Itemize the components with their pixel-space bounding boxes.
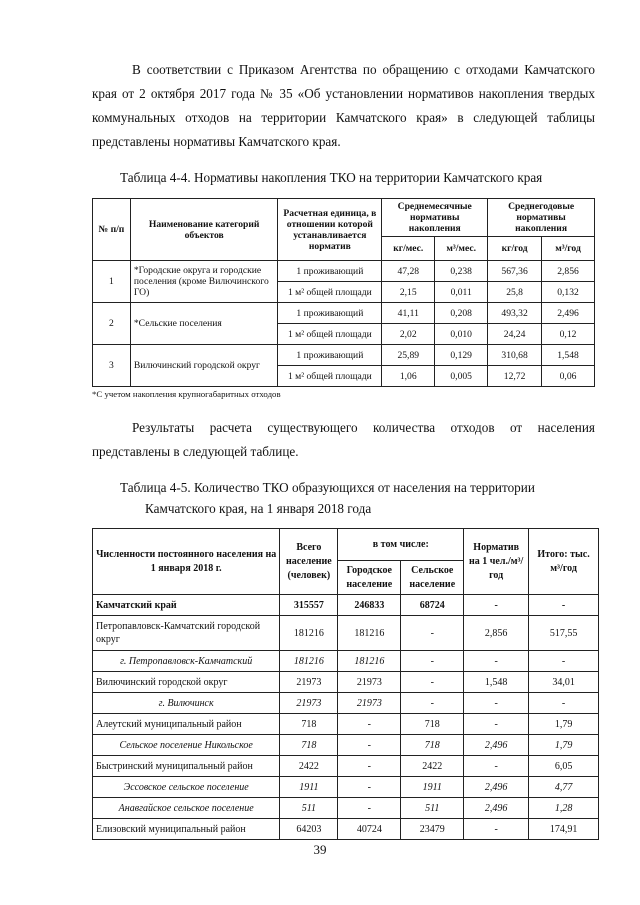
result-cell: 174,91 [529, 819, 599, 840]
kg-year-cell: 567,36 [488, 261, 542, 282]
kg-month-cell: 1,06 [382, 366, 435, 387]
table-4-5-body [93, 595, 599, 840]
table-row [93, 261, 595, 282]
kg-month-cell: 2,15 [382, 282, 435, 303]
urban-population-cell: - [338, 777, 401, 798]
area-name: Эссовское сельское поселение [93, 777, 280, 798]
result-cell: 1,28 [529, 798, 599, 819]
intro-paragraph: В соответствии с Приказом Агентства по обращению с отходами Камчатского края от 2 октября 2017 года № 35 «Об установлении нормативов накопления твердых коммунальных отходов на территории Камчатского края» в следующей таблицы представлены нормативы Камчатского края. [92, 62, 595, 149]
urban-population-cell: - [338, 798, 401, 819]
table-row [93, 303, 595, 324]
total-population-cell: 511 [280, 798, 338, 819]
urban-population-cell: 21973 [338, 693, 401, 714]
table-4-4-footnote: *С учетом накопления крупногабаритных отходов [92, 389, 281, 399]
header-urban: Городское население [338, 561, 401, 595]
rural-population-cell: 1911 [401, 777, 464, 798]
header-monthly: Среднемесячные нормативы накопления [382, 199, 488, 237]
header-kg-month: кг/мес. [382, 237, 435, 261]
rural-population-cell: 23479 [401, 819, 464, 840]
header-m3-year: м³/год [542, 237, 595, 261]
header-m3-month: м³/мес. [435, 237, 488, 261]
kg-year-cell: 12,72 [488, 366, 542, 387]
area-name: г. Петропавловск-Камчатский [93, 651, 280, 672]
row-number: 3 [93, 345, 131, 387]
total-population-cell: 21973 [280, 672, 338, 693]
table-row [93, 672, 599, 693]
area-name: Петропавловск-Камчатский городской округ [93, 616, 280, 651]
total-population-cell: 181216 [280, 616, 338, 651]
urban-population-cell: 21973 [338, 672, 401, 693]
norm-cell: 2,496 [464, 777, 529, 798]
table-4-5-caption-line2: Камчатского края, на 1 января 2018 года [145, 501, 372, 516]
area-name: Анавгайское сельское поселение [93, 798, 280, 819]
total-population-cell: 21973 [280, 693, 338, 714]
kg-month-cell: 41,11 [382, 303, 435, 324]
row-number: 1 [93, 261, 131, 303]
kg-year-cell: 310,68 [488, 345, 542, 366]
norm-cell: - [464, 756, 529, 777]
m3-month-cell: 0,010 [435, 324, 488, 345]
kg-year-cell: 493,32 [488, 303, 542, 324]
page-number: 39 [313, 842, 327, 857]
category-name: *Городские округа и городские поселения (кроме Вилючинского ГО) [130, 261, 278, 303]
urban-population-cell: 246833 [338, 595, 401, 616]
header-unit: Расчетная единица, в отношении которой устанавливается норматив [278, 199, 382, 261]
rural-population-cell: - [401, 651, 464, 672]
m3-month-cell: 0,005 [435, 366, 488, 387]
m3-month-cell: 0,238 [435, 261, 488, 282]
result-cell: - [529, 693, 599, 714]
area-name: Сельское поселение Никольское [93, 735, 280, 756]
unit-cell: 1 м² общей площади [278, 282, 382, 303]
rural-population-cell: - [401, 616, 464, 651]
rural-population-cell: 2422 [401, 756, 464, 777]
table-row [93, 651, 599, 672]
rural-population-cell: - [401, 693, 464, 714]
table-row [93, 714, 599, 735]
result-cell: 34,01 [529, 672, 599, 693]
kg-year-cell: 24,24 [488, 324, 542, 345]
total-population-cell: 1911 [280, 777, 338, 798]
rural-population-cell: 511 [401, 798, 464, 819]
table-row [93, 777, 599, 798]
table-4-4 [92, 198, 595, 387]
unit-cell: 1 м² общей площади [278, 366, 382, 387]
header-category: Наименование категорий объектов [130, 199, 278, 261]
rural-population-cell: 718 [401, 735, 464, 756]
table-row [93, 819, 599, 840]
header-yearly: Среднегодовые нормативы накопления [488, 199, 595, 237]
table-row [93, 693, 599, 714]
total-population-cell: 718 [280, 735, 338, 756]
result-cell: - [529, 651, 599, 672]
table-row [93, 616, 599, 651]
kg-month-cell: 47,28 [382, 261, 435, 282]
area-name: Алеутский муниципальный район [93, 714, 280, 735]
unit-cell: 1 проживающий [278, 261, 382, 282]
table-4-4-body [93, 261, 595, 387]
rural-population-cell: - [401, 672, 464, 693]
header-kg-year: кг/год [488, 237, 542, 261]
result-cell: 6,05 [529, 756, 599, 777]
m3-year-cell: 0,06 [542, 366, 595, 387]
table-row [93, 756, 599, 777]
m3-year-cell: 2,856 [542, 261, 595, 282]
result-cell: 4,77 [529, 777, 599, 798]
result-cell: - [529, 595, 599, 616]
norm-cell: - [464, 819, 529, 840]
category-name: Вилючинский городской округ [130, 345, 278, 387]
norm-cell: - [464, 595, 529, 616]
norm-cell: 1,548 [464, 672, 529, 693]
rural-population-cell: 68724 [401, 595, 464, 616]
norm-cell: - [464, 714, 529, 735]
result-cell: 1,79 [529, 735, 599, 756]
result-cell: 517,55 [529, 616, 599, 651]
urban-population-cell: 181216 [338, 651, 401, 672]
total-population-cell: 64203 [280, 819, 338, 840]
m3-month-cell: 0,208 [435, 303, 488, 324]
table-row [93, 798, 599, 819]
m3-month-cell: 0,011 [435, 282, 488, 303]
rural-population-cell: 718 [401, 714, 464, 735]
norm-cell: 2,496 [464, 735, 529, 756]
header-norm: Норматив на 1 чел./м³/год [464, 529, 529, 595]
m3-month-cell: 0,129 [435, 345, 488, 366]
m3-year-cell: 0,132 [542, 282, 595, 303]
norm-cell: 2,856 [464, 616, 529, 651]
urban-population-cell: 40724 [338, 819, 401, 840]
table-4-5 [92, 528, 599, 840]
header-including: в том числе: [338, 529, 464, 561]
header-num: № п/п [93, 199, 131, 261]
total-population-cell: 718 [280, 714, 338, 735]
category-name: *Сельские поселения [130, 303, 278, 345]
header-total: Всего население (человек) [280, 529, 338, 595]
area-name: Камчатский край [93, 595, 280, 616]
table-4-4-caption: Таблица 4-4. Нормативы накопления ТКО на территории Камчатского края [120, 170, 543, 185]
m3-year-cell: 0,12 [542, 324, 595, 345]
area-name: Вилючинский городской округ [93, 672, 280, 693]
table-row [93, 345, 595, 366]
kg-year-cell: 25,8 [488, 282, 542, 303]
table-row [93, 595, 599, 616]
norm-cell: - [464, 651, 529, 672]
header-population: Численности постоянного населения на 1 января 2018 г. [93, 529, 280, 595]
row-number: 2 [93, 303, 131, 345]
urban-population-cell: - [338, 756, 401, 777]
urban-population-cell: - [338, 714, 401, 735]
urban-population-cell: 181216 [338, 616, 401, 651]
area-name: Быстринский муниципальный район [93, 756, 280, 777]
result-cell: 1,79 [529, 714, 599, 735]
table-row [93, 735, 599, 756]
results-paragraph: Результаты расчета существующего количества отходов от населения представлены в следующей таблице. [92, 420, 595, 459]
area-name: г. Вилючинск [93, 693, 280, 714]
kg-month-cell: 2,02 [382, 324, 435, 345]
header-rural: Сельское население [401, 561, 464, 595]
table-4-5-caption-line1: Таблица 4-5. Количество ТКО образующихся от населения на территории [120, 480, 535, 495]
urban-population-cell: - [338, 735, 401, 756]
total-population-cell: 315557 [280, 595, 338, 616]
kg-month-cell: 25,89 [382, 345, 435, 366]
m3-year-cell: 2,496 [542, 303, 595, 324]
unit-cell: 1 м² общей площади [278, 324, 382, 345]
total-population-cell: 2422 [280, 756, 338, 777]
m3-year-cell: 1,548 [542, 345, 595, 366]
header-result: Итого: тыс. м³/год [529, 529, 599, 595]
norm-cell: - [464, 693, 529, 714]
total-population-cell: 181216 [280, 651, 338, 672]
norm-cell: 2,496 [464, 798, 529, 819]
area-name: Елизовский муниципальный район [93, 819, 280, 840]
unit-cell: 1 проживающий [278, 303, 382, 324]
unit-cell: 1 проживающий [278, 345, 382, 366]
